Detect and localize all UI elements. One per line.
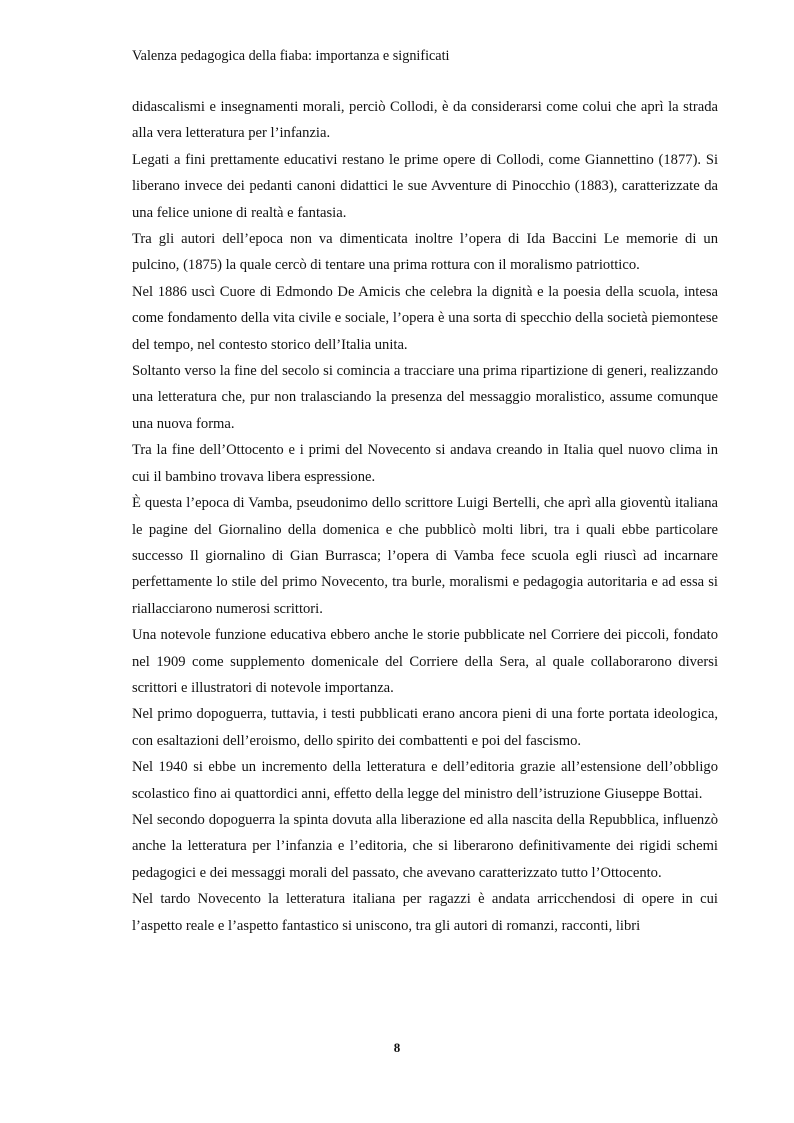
paragraph: Una notevole funzione educativa ebbero anche le storie pubblicate nel Corriere dei piccoli, fondato nel 1909 come supplemento domenicale del Corriere della Sera, al quale collaborarono diversi scrittori e illustratori di notevole importanza. (132, 627, 718, 696)
paragraph: Nel 1886 uscì Cuore di Edmondo De Amicis che celebra la dignità e la poesia della scuola, intesa come fondamento della vita civile e sociale, l’opera è una sorta di specchio della società piemontese del tempo, nel contesto storico dell’Italia unita. (132, 283, 718, 353)
paragraph: Tra gli autori dell’epoca non va dimenticata inoltre l’opera di Ida Baccini Le memorie di un pulcino, (1875) la quale cercò di tentare una prima rottura con il moralismo patriottico. (132, 231, 718, 274)
body-text (132, 94, 718, 939)
paragraph: Soltanto verso la fine del secolo si comincia a tracciare una prima ripartizione di generi, realizzando una letteratura che, pur non tralasciando la presenza del messaggio moralistico, assume comunque una nuova forma. (132, 363, 718, 432)
paragraph: didascalismi e insegnamenti morali, perciò Collodi, è da considerarsi come colui che aprì la strada alla vera letteratura per l’infanzia. (132, 99, 718, 142)
paragraph: È questa l’epoca di Vamba, pseudonimo dello scrittore Luigi Bertelli, che aprì alla gioventù italiana le pagine del Giornalino della domenica e che pubblicò molti libri, tra i quali ebbe particolare successo Il giornalino di Gian Burrasca; l’opera di Vamba fece scuola egli riuscì ad incarnare perfettamente lo stile del primo Novecento, tra burle, moralismi e pedagogia autoritaria e ad essa si riallacciarono numerosi scrittori. (132, 495, 718, 617)
running-header: Valenza pedagogica della fiaba: importanza e significati (132, 48, 450, 64)
page-number: 8 (393, 1040, 401, 1055)
paragraph: Nel 1940 si ebbe un incremento della letteratura e dell’editoria grazie all’estensione dell’obbligo scolastico fino ai quattordici anni, effetto della legge del ministro dell’istruzione Giuseppe Bottai. (132, 759, 718, 802)
paragraph: Tra la fine dell’Ottocento e i primi del Novecento si andava creando in Italia quel nuovo clima in cui il bambino trovava libera espressione. (132, 442, 718, 485)
paragraph: Nel primo dopoguerra, tuttavia, i testi pubblicati erano ancora pieni di una forte portata ideologica, con esaltazioni dell’eroismo, dello spirito dei combattenti e poi del fascismo. (132, 706, 718, 749)
paragraph: Nel tardo Novecento la letteratura italiana per ragazzi è andata arricchendosi di opere in cui l’aspetto reale e l’aspetto fantastico si uniscono, tra gli autori di romanzi, racconti, libri (132, 891, 718, 934)
paragraph: Legati a fini prettamente educativi restano le prime opere di Collodi, come Giannettino (1877). Si liberano invece dei pedanti canoni didattici le sue Avventure di Pinocchio (1883), caratterizzate da una felice unione di realtà e fantasia. (132, 151, 718, 221)
paragraph: Nel secondo dopoguerra la spinta dovuta alla liberazione ed alla nascita della Repubblica, influenzò anche la letteratura per l’infanzia e l’editoria, che si liberarono definitivamente dei rigidi schemi pedagogici e dei messaggi morali del passato, che avevano caratterizzato tutto l’Ottocento. (132, 811, 718, 881)
